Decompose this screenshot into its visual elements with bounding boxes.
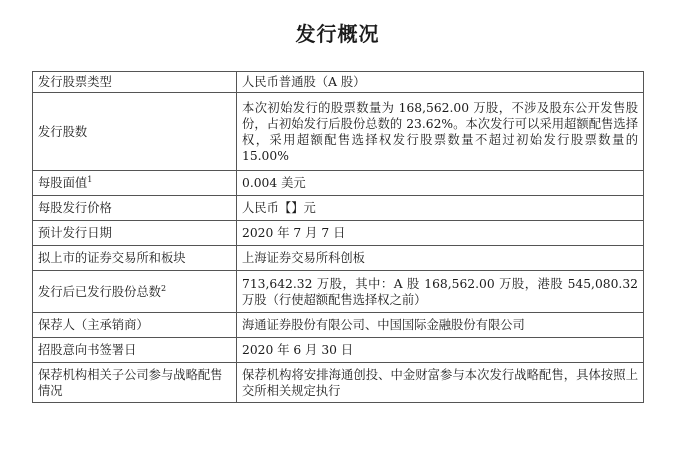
- row-label: 拟上市的证券交易所和板块: [33, 246, 237, 271]
- row-value: 人民币【】元: [237, 196, 644, 221]
- footnote-marker: 1: [87, 174, 93, 184]
- footnote-marker: 2: [160, 283, 167, 293]
- row-value: 人民币普通股（A 股）: [237, 72, 644, 93]
- row-value: 海通证券股份有限公司、中国国际金融股份有限公司: [237, 313, 644, 338]
- table-row: [33, 72, 644, 93]
- row-label: 保荐人（主承销商）: [33, 313, 237, 338]
- table-row: [33, 246, 644, 271]
- row-value: 0.004 美元: [237, 171, 644, 196]
- table-row: [33, 93, 644, 171]
- table-row: [33, 196, 644, 221]
- row-value: 上海证券交易所科创板: [237, 246, 644, 271]
- table-row: [33, 338, 644, 363]
- table-row: [33, 221, 644, 246]
- issuance-overview-table: [32, 71, 644, 403]
- row-label: 保荐机构相关子公司参与战略配售情况: [33, 363, 237, 403]
- row-label: 发行后已发行股份总数$^2$: [33, 271, 237, 313]
- table-row: [33, 171, 644, 196]
- table-row: [33, 313, 644, 338]
- row-value: 713,642.32 万股，其中：A 股 168,562.00 万股，港股 545,080.32 万股（行使超额配售选择权之前）: [237, 271, 644, 313]
- row-label: 每股发行价格: [33, 196, 237, 221]
- row-label: 发行股票类型: [33, 72, 237, 93]
- row-value: 保荐机构将安排海通创投、中金财富参与本次发行战略配售，具体按照上交所相关规定执行: [237, 363, 644, 403]
- row-label: 每股面值$^1$: [33, 171, 237, 196]
- table-row: [33, 271, 644, 313]
- row-value: 本次初始发行的股票数量为 168,562.00 万股，不涉及股东公开发售股份，占初始发行后股份总数的 23.62%。本次发行可以采用超额配售选择权，采用超额配售选择权发行股票数量不超过初始发行股票数量的 15.00%: [237, 93, 644, 171]
- table-row: [33, 363, 644, 403]
- row-label: 招股意向书签署日: [33, 338, 237, 363]
- row-label: 发行股数: [33, 93, 237, 171]
- row-value: 2020 年 7 月 7 日: [237, 221, 644, 246]
- row-label: 预计发行日期: [33, 221, 237, 246]
- page-title: 发行概况: [295, 22, 380, 46]
- row-value: 2020 年 6 月 30 日: [237, 338, 644, 363]
